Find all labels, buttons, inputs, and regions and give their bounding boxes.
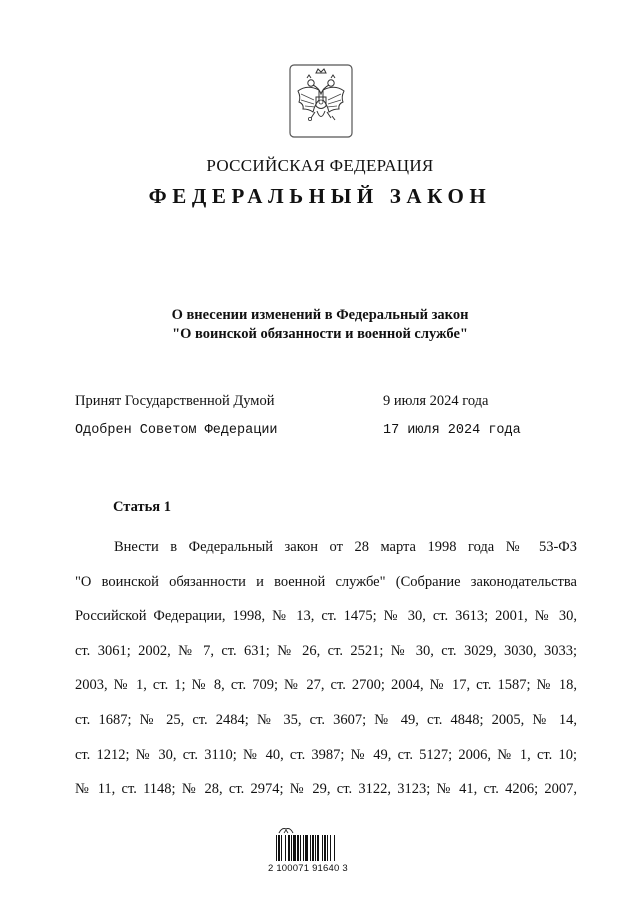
barcode-logo-icon <box>278 826 294 834</box>
paragraph-line: Российской Федерации, 1998, № 13, ст. 1475; № 30, ст. 3613; 2001, № 30, <box>75 608 577 625</box>
paragraph-line: "О воинской обязанности и военной службе" (Собрание законодательства <box>75 573 577 590</box>
article-heading: Статья 1 <box>113 499 171 515</box>
duma-adoption-label: Принят Государственной Думой <box>75 393 275 409</box>
law-title <box>0 306 640 344</box>
law-title-line-1: О внесении изменений в Федеральный закон <box>171 307 469 323</box>
council-approval-date: 17 июля 2024 года <box>383 423 521 438</box>
paragraph-line: ст. 1687; № 25, ст. 2484; № 35, ст. 3607; № 49, ст. 4848; 2005, № 14, <box>75 711 577 728</box>
document-type-heading: ФЕДЕРАЛЬНЫЙ ЗАКОН <box>148 184 492 208</box>
paragraph-line: 2003, № 1, ст. 1; № 8, ст. 709; № 27, ст. 2700; 2004, № 17, ст. 1587; № 18, <box>75 677 577 694</box>
barcode-number: 2 100071 91640 3 <box>268 863 348 874</box>
council-approval-label: Одобрен Советом Федерации <box>75 423 278 438</box>
paragraph-line: Внести в Федеральный закон от 28 марта 1998 года № 53-ФЗ <box>114 539 577 555</box>
barcode-bars <box>276 835 354 861</box>
country-heading: РОССИЙСКАЯ ФЕДЕРАЦИЯ <box>206 156 434 175</box>
paragraph-line: ст. 1212; № 30, ст. 3110; № 40, ст. 3987; № 49, ст. 5127; 2006, № 1, ст. 10; <box>75 746 577 763</box>
paragraph-line: ст. 3061; 2002, № 7, ст. 631; № 26, ст. 2521; № 30, ст. 3029, 3030, 3033; <box>75 642 577 659</box>
document-barcode <box>268 826 360 876</box>
paragraph-line: № 11, ст. 1148; № 28, ст. 2974; № 29, ст. 3122, 3123; № 41, ст. 4206; 2007, <box>75 781 577 798</box>
article-paragraph <box>75 530 577 807</box>
law-title-line-2: "О воинской обязанности и военной службе" <box>172 326 468 342</box>
duma-adoption-date: 9 июля 2024 года <box>383 393 489 409</box>
state-emblem-icon <box>289 64 353 138</box>
